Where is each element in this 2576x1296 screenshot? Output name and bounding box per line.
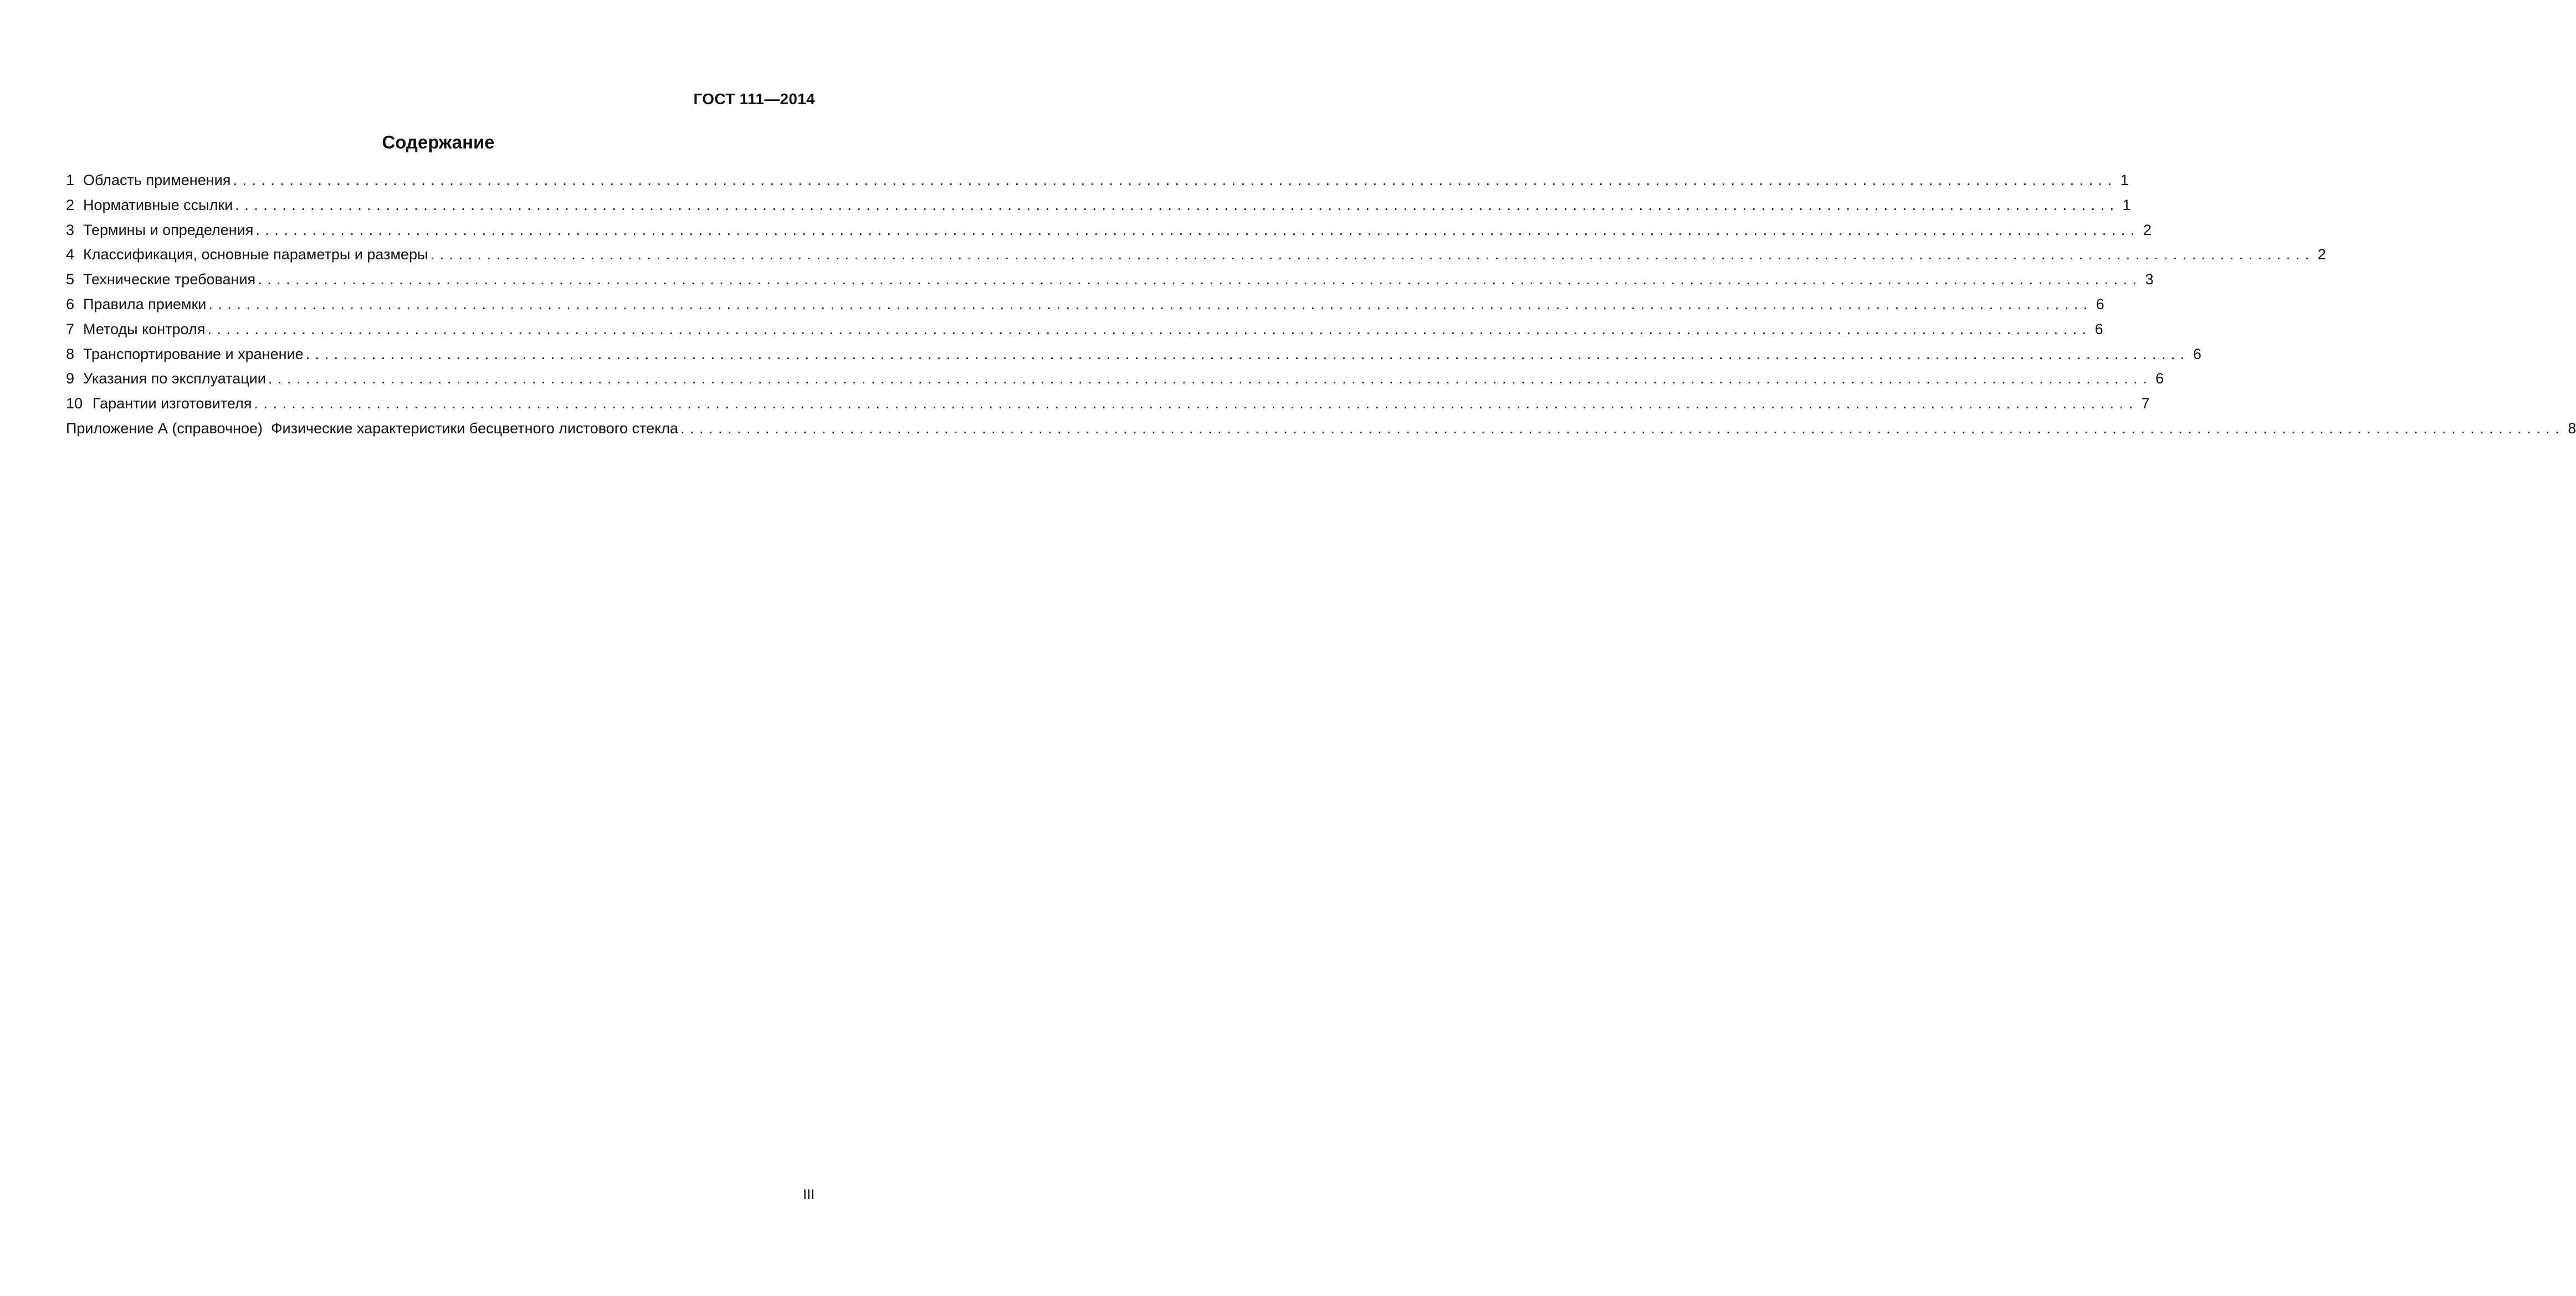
toc-entry-title: Методы контроля <box>83 320 206 337</box>
toc-dot-leader: ........................................................................................................................................................................................................ <box>235 196 2119 213</box>
toc-entry-number: 8 <box>66 345 75 362</box>
toc-entry[interactable] <box>66 242 2326 267</box>
toc-entry-number: 2 <box>66 196 75 213</box>
toc-entry-title: Область применения <box>83 172 231 188</box>
toc-entry-title: Приложение А (справочное) Физические характеристики бесцветного листового стекла <box>66 419 679 437</box>
toc-entry-appendix[interactable] <box>66 416 2576 441</box>
toc-entry[interactable] <box>66 267 2154 292</box>
toc-entry-number: 7 <box>66 320 75 337</box>
toc-entry[interactable] <box>66 391 2150 416</box>
toc-dot-leader: ........................................................................................................................................................................................................ <box>254 395 2138 412</box>
toc-entry-page: 2 <box>2143 221 2152 238</box>
toc-entry-number: 9 <box>66 370 75 387</box>
toc-dot-leader: ........................................................................................................................................................................................................ <box>430 246 2314 263</box>
toc-entry-title: Классификация, основные параметры и размеры <box>83 246 428 263</box>
toc-entry-page: 6 <box>2155 370 2164 387</box>
toc-entry-page: 3 <box>2145 271 2154 288</box>
toc-dot-leader: ........................................................................................................................................................................................................ <box>255 221 2140 238</box>
toc-entry[interactable] <box>66 193 2131 218</box>
toc-entry-page: 2 <box>2317 246 2326 263</box>
toc-dot-leader: ........................................................................................................................................................................................................ <box>680 419 2565 437</box>
table-of-contents <box>66 168 2576 441</box>
page-number: III <box>803 1187 815 1202</box>
toc-dot-leader: ........................................................................................................................................................................................................ <box>268 370 2153 387</box>
toc-entry-page: 6 <box>2193 345 2201 362</box>
toc-entry-number: 4 <box>66 246 75 263</box>
toc-entry-page: 7 <box>2141 395 2150 412</box>
toc-entry-number: 10 <box>66 395 83 412</box>
toc-entry-page: 1 <box>2122 196 2131 213</box>
toc-entry[interactable] <box>66 218 2152 243</box>
toc-dot-leader: ........................................................................................................................................................................................................ <box>258 271 2142 288</box>
toc-dot-leader: ........................................................................................................................................................................................................ <box>305 345 2190 362</box>
toc-entry[interactable] <box>66 317 2103 342</box>
toc-entry-title: Правила приемки <box>83 295 207 313</box>
toc-entry-number: 5 <box>66 271 75 288</box>
toc-dot-leader: ........................................................................................................................................................................................................ <box>208 295 2093 313</box>
toc-title: Содержание <box>382 132 495 152</box>
toc-entry-title: Транспортирование и хранение <box>83 345 304 362</box>
toc-entry-title: Термины и определения <box>83 221 254 238</box>
toc-entry-number: 6 <box>66 295 75 313</box>
toc-entry-number: 1 <box>66 172 75 188</box>
toc-dot-leader: ........................................................................................................................................................................................................ <box>233 172 2117 188</box>
toc-entry-title: Гарантии изготовителя <box>93 395 252 412</box>
toc-dot-leader: ........................................................................................................................................................................................................ <box>207 320 2092 337</box>
toc-entry-page: 1 <box>2120 172 2129 188</box>
toc-entry-page: 6 <box>2096 295 2104 313</box>
toc-entry-title: Нормативные ссылки <box>83 196 233 213</box>
toc-entry[interactable] <box>66 342 2201 367</box>
toc-entry-title: Указания по эксплуатации <box>83 370 266 387</box>
toc-entry-number: 3 <box>66 221 75 238</box>
toc-entry[interactable] <box>66 168 2129 193</box>
toc-entry-title: Технические требования <box>83 271 256 288</box>
toc-entry[interactable] <box>66 292 2104 317</box>
toc-entry[interactable] <box>66 366 2164 391</box>
document-id: ГОСТ 111—2014 <box>693 90 815 107</box>
toc-entry-page: 8 <box>2568 419 2576 437</box>
toc-entry-page: 6 <box>2094 320 2103 337</box>
